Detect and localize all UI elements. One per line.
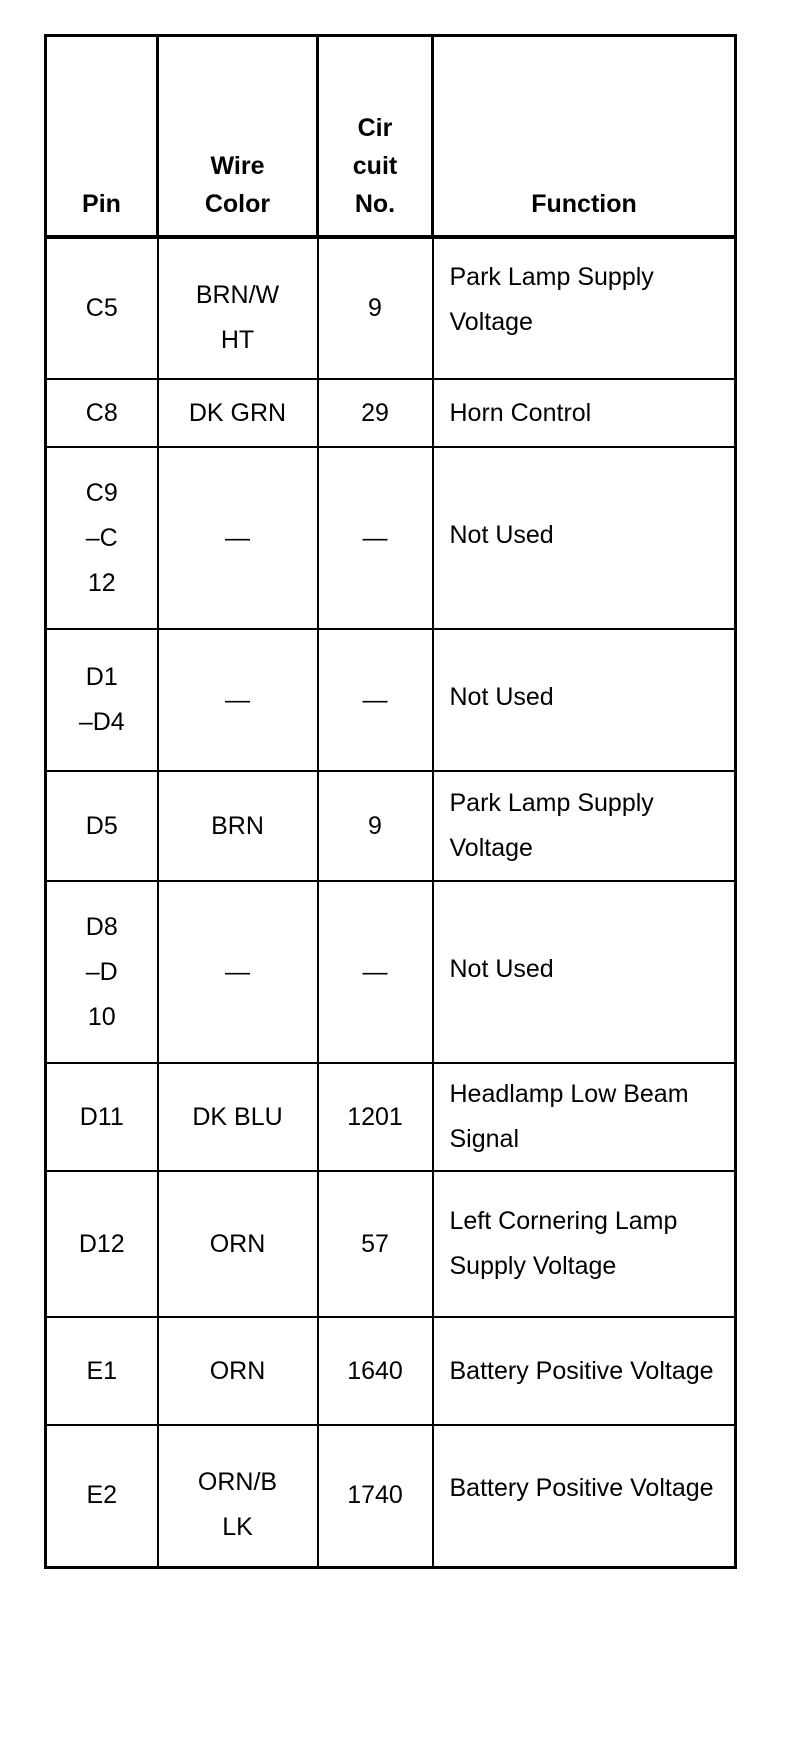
table-row bbox=[46, 447, 736, 629]
pin-cell: C8 bbox=[46, 379, 158, 447]
wire-color-cell: BRN bbox=[158, 771, 318, 881]
pin-cell: D11 bbox=[46, 1063, 158, 1171]
pin-cell: C5 bbox=[46, 237, 158, 379]
table-row bbox=[46, 771, 736, 881]
circuit-cell: 9 bbox=[318, 237, 433, 379]
wire-color-cell: — bbox=[158, 629, 318, 771]
function-cell: Headlamp Low Beam Signal bbox=[433, 1063, 736, 1171]
wire-color-cell: ORN bbox=[158, 1171, 318, 1317]
wire-color-cell: ORN bbox=[158, 1317, 318, 1425]
wire-color-cell: BRN/W HT bbox=[158, 237, 318, 379]
function-cell: Not Used bbox=[433, 447, 736, 629]
circuit-cell: 29 bbox=[318, 379, 433, 447]
header-circuit-no: Cir cuit No. bbox=[318, 36, 433, 238]
table-row bbox=[46, 1425, 736, 1567]
table-row bbox=[46, 1317, 736, 1425]
table-row bbox=[46, 1171, 736, 1317]
table-row bbox=[46, 379, 736, 447]
circuit-cell: 1740 bbox=[318, 1425, 433, 1567]
wire-color-cell: ORN/B LK bbox=[158, 1425, 318, 1567]
function-cell: Not Used bbox=[433, 629, 736, 771]
table-header bbox=[46, 36, 736, 238]
function-cell: Battery Positive Voltage bbox=[433, 1425, 736, 1567]
function-cell: Battery Positive Voltage bbox=[433, 1317, 736, 1425]
pin-cell: E2 bbox=[46, 1425, 158, 1567]
circuit-cell: — bbox=[318, 629, 433, 771]
circuit-cell: 1201 bbox=[318, 1063, 433, 1171]
header-pin: Pin bbox=[46, 36, 158, 238]
header-function: Function bbox=[433, 36, 736, 238]
circuit-cell: 57 bbox=[318, 1171, 433, 1317]
wire-color-cell: — bbox=[158, 447, 318, 629]
pin-cell: C9 –C 12 bbox=[46, 447, 158, 629]
table-row bbox=[46, 629, 736, 771]
wire-color-cell: DK GRN bbox=[158, 379, 318, 447]
table-row bbox=[46, 1063, 736, 1171]
circuit-cell: — bbox=[318, 881, 433, 1063]
function-cell: Not Used bbox=[433, 881, 736, 1063]
wire-color-cell: — bbox=[158, 881, 318, 1063]
header-row bbox=[46, 36, 736, 238]
pin-cell: D5 bbox=[46, 771, 158, 881]
function-cell: Park Lamp Supply Voltage bbox=[433, 771, 736, 881]
table-row bbox=[46, 237, 736, 379]
wire-color-cell: DK BLU bbox=[158, 1063, 318, 1171]
header-wire-color: Wire Color bbox=[158, 36, 318, 238]
function-cell: Park Lamp Supply Voltage bbox=[433, 237, 736, 379]
table-row bbox=[46, 881, 736, 1063]
pin-cell: D12 bbox=[46, 1171, 158, 1317]
pin-cell: E1 bbox=[46, 1317, 158, 1425]
connector-pin-table bbox=[44, 34, 737, 1569]
circuit-cell: — bbox=[318, 447, 433, 629]
table-body bbox=[46, 237, 736, 1567]
pin-cell: D1 –D4 bbox=[46, 629, 158, 771]
function-cell: Horn Control bbox=[433, 379, 736, 447]
pin-cell: D8 –D 10 bbox=[46, 881, 158, 1063]
circuit-cell: 9 bbox=[318, 771, 433, 881]
circuit-cell: 1640 bbox=[318, 1317, 433, 1425]
function-cell: Left Cornering Lamp Supply Voltage bbox=[433, 1171, 736, 1317]
